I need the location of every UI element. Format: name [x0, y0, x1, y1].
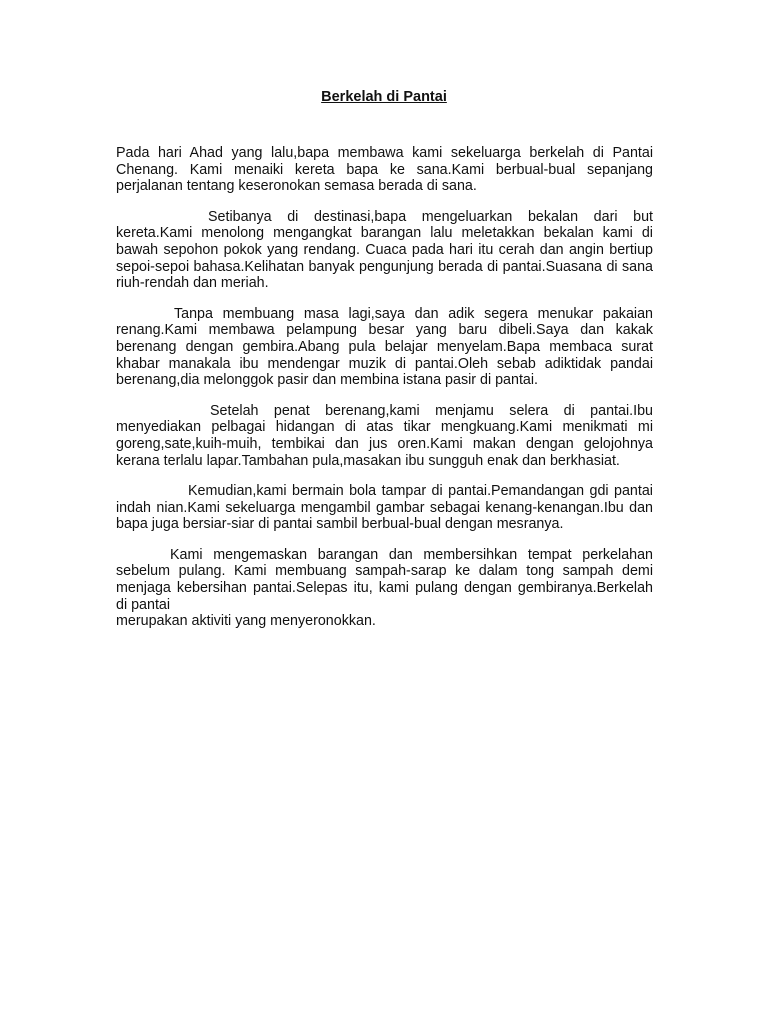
paragraph-3: Tanpa membuang masa lagi,saya dan adik segera menukar pakaian renang.Kami membawa pelampung besar yang baru dibeli.Saya dan kakak berenang dengan gembira.Abang pula belajar menyelam.Bapa membaca surat khabar manakala ibu mendengar muzik di pantai.Oleh sebab adiktidak pandai berenang,dia melonggok pasir dan membina istana pasir di pantai.	[116, 305, 653, 389]
paragraph-2: Setibanya di destinasi,bapa mengeluarkan bekalan dari but kereta.Kami menolong mengangkat barangan lalu meletakkan bekalan kami di bawah sepohon pokok yang rendang. Cuaca pada hari itu cerah dan angin bertiup sepoi-sepoi bahasa.Kelihatan banyak pengunjung berada di pantai.Suasana di sana riuh-rendah dan meriah.	[116, 208, 653, 292]
document-body	[116, 145, 653, 630]
paragraph-4: Setelah penat berenang,kami menjamu selera di pantai.Ibu menyediakan pelbagai hidangan di atas tikar mengkuang.Kami menikmati mi goreng,sate,kuih-muih, tembikai dan jus oren.Kami makan dengan gelojohnya kerana terlalu lapar.Tambahan pula,masakan ibu sungguh enak dan berkhasiat.	[116, 402, 653, 469]
paragraph-1: Pada hari Ahad yang lalu,bapa membawa kami sekeluarga berkelah di Pantai Chenang. Kami menaiki kereta bapa ke sana.Kami berbual-bual sepanjang perjalanan tentang keseronokan semasa berada di sana.	[116, 145, 653, 195]
closing-line: merupakan aktiviti yang menyeronokkan.	[116, 613, 376, 630]
paragraph-6: Kami mengemaskan barangan dan membersihkan tempat perkelahan sebelum pulang. Kami membuang sampah-sarap ke dalam tong sampah demi menjaga kebersihan pantai.Selepas itu, kami pulang dengan gembiranya.Berkelah di pantai	[116, 546, 653, 613]
document-title: Berkelah di Pantai	[321, 89, 447, 105]
paragraph-5: Kemudian,kami bermain bola tampar di pantai.Pemandangan gdi pantai indah nian.Kami sekeluarga mengambil gambar sebagai kenang-kenangan.Ibu dan bapa juga bersiar-siar di pantai sambil berbual-bual dengan mesranya.	[116, 483, 653, 533]
